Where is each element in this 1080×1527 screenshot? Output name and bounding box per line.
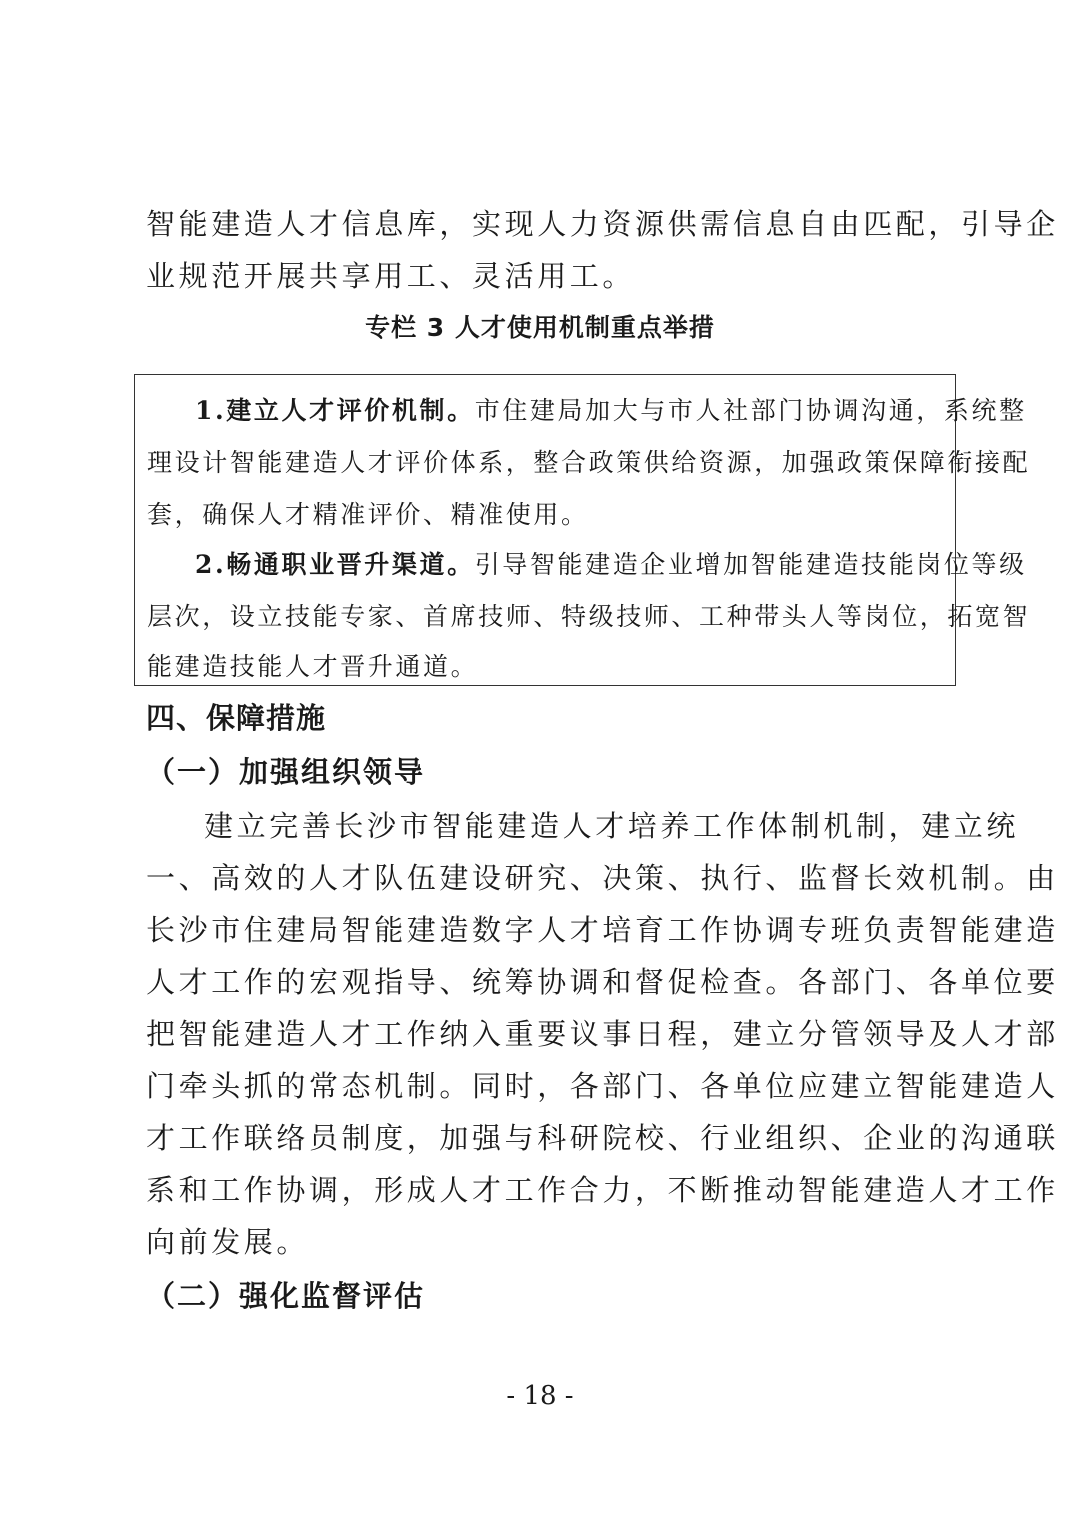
paragraph-line: 把智能建造人才工作纳入重要议事日程，建立分管领导及人才部 [146, 1017, 1059, 1051]
column-item-2-line-2: 层次，设立技能专家、首席技师、特级技师、工种带头人等岗位，拓宽智 [147, 602, 1031, 631]
paragraph-line: 一、高效的人才队伍建设研究、决策、执行、监督长效机制。由 [146, 861, 1059, 895]
paragraph-line: 门牵头抓的常态机制。同时，各部门、各单位应建立智能建造人 [146, 1069, 1059, 1103]
paragraph-line: 才工作联络员制度，加强与科研院校、行业组织、企业的沟通联 [146, 1121, 1059, 1155]
column-box [134, 374, 1031, 686]
column-item-1-line-2: 理设计智能建造人才评价体系，整合政策供给资源，加强政策保障衔接配 [147, 448, 1031, 477]
section-heading: 四、保障措施 [146, 701, 327, 735]
paragraph-line: 建立完善长沙市智能建造人才培养工作体制机制，建立统 [204, 809, 1020, 843]
column-item-2-line-1 [195, 545, 1027, 585]
column-item-1-line-1 [195, 391, 1027, 431]
column-item-1-line-3: 套，确保人才精准评价、精准使用。 [147, 500, 589, 529]
subsection-heading: （一）加强组织领导 [146, 755, 426, 789]
paragraph-line: 人才工作的宏观指导、统筹协调和督促检查。各部门、各单位要 [146, 965, 1059, 999]
paragraph-line: 向前发展。 [146, 1225, 310, 1259]
column-item-2-line-3: 能建造技能人才晋升通道。 [147, 652, 479, 681]
paragraph-line: 业规范开展共享用工、灵活用工。 [146, 259, 636, 293]
paragraph-line: 系和工作协调，形成人才工作合力，不断推动智能建造人才工作 [146, 1173, 1059, 1207]
column-item-1-text: 市住建局加大与市人社部门协调沟通，系统整 [474, 396, 1027, 425]
column-item-1-heading: 1.建立人才评价机制。 [195, 396, 475, 425]
column-item-2-text: 引导智能建造企业增加智能建造技能岗位等级 [474, 550, 1027, 579]
paragraph-line: 长沙市住建局智能建造数字人才培育工作协调专班负责智能建造 [146, 913, 1059, 947]
column-item-2-heading: 2.畅通职业晋升渠道。 [195, 550, 475, 579]
subsection-heading: （二）强化监督评估 [146, 1279, 426, 1313]
page-number: - 18 - [506, 1381, 574, 1411]
paragraph-line: 智能建造人才信息库，实现人力资源供需信息自由匹配，引导企 [146, 207, 1059, 241]
column-title: 专栏 3 人才使用机制重点举措 [365, 313, 715, 342]
